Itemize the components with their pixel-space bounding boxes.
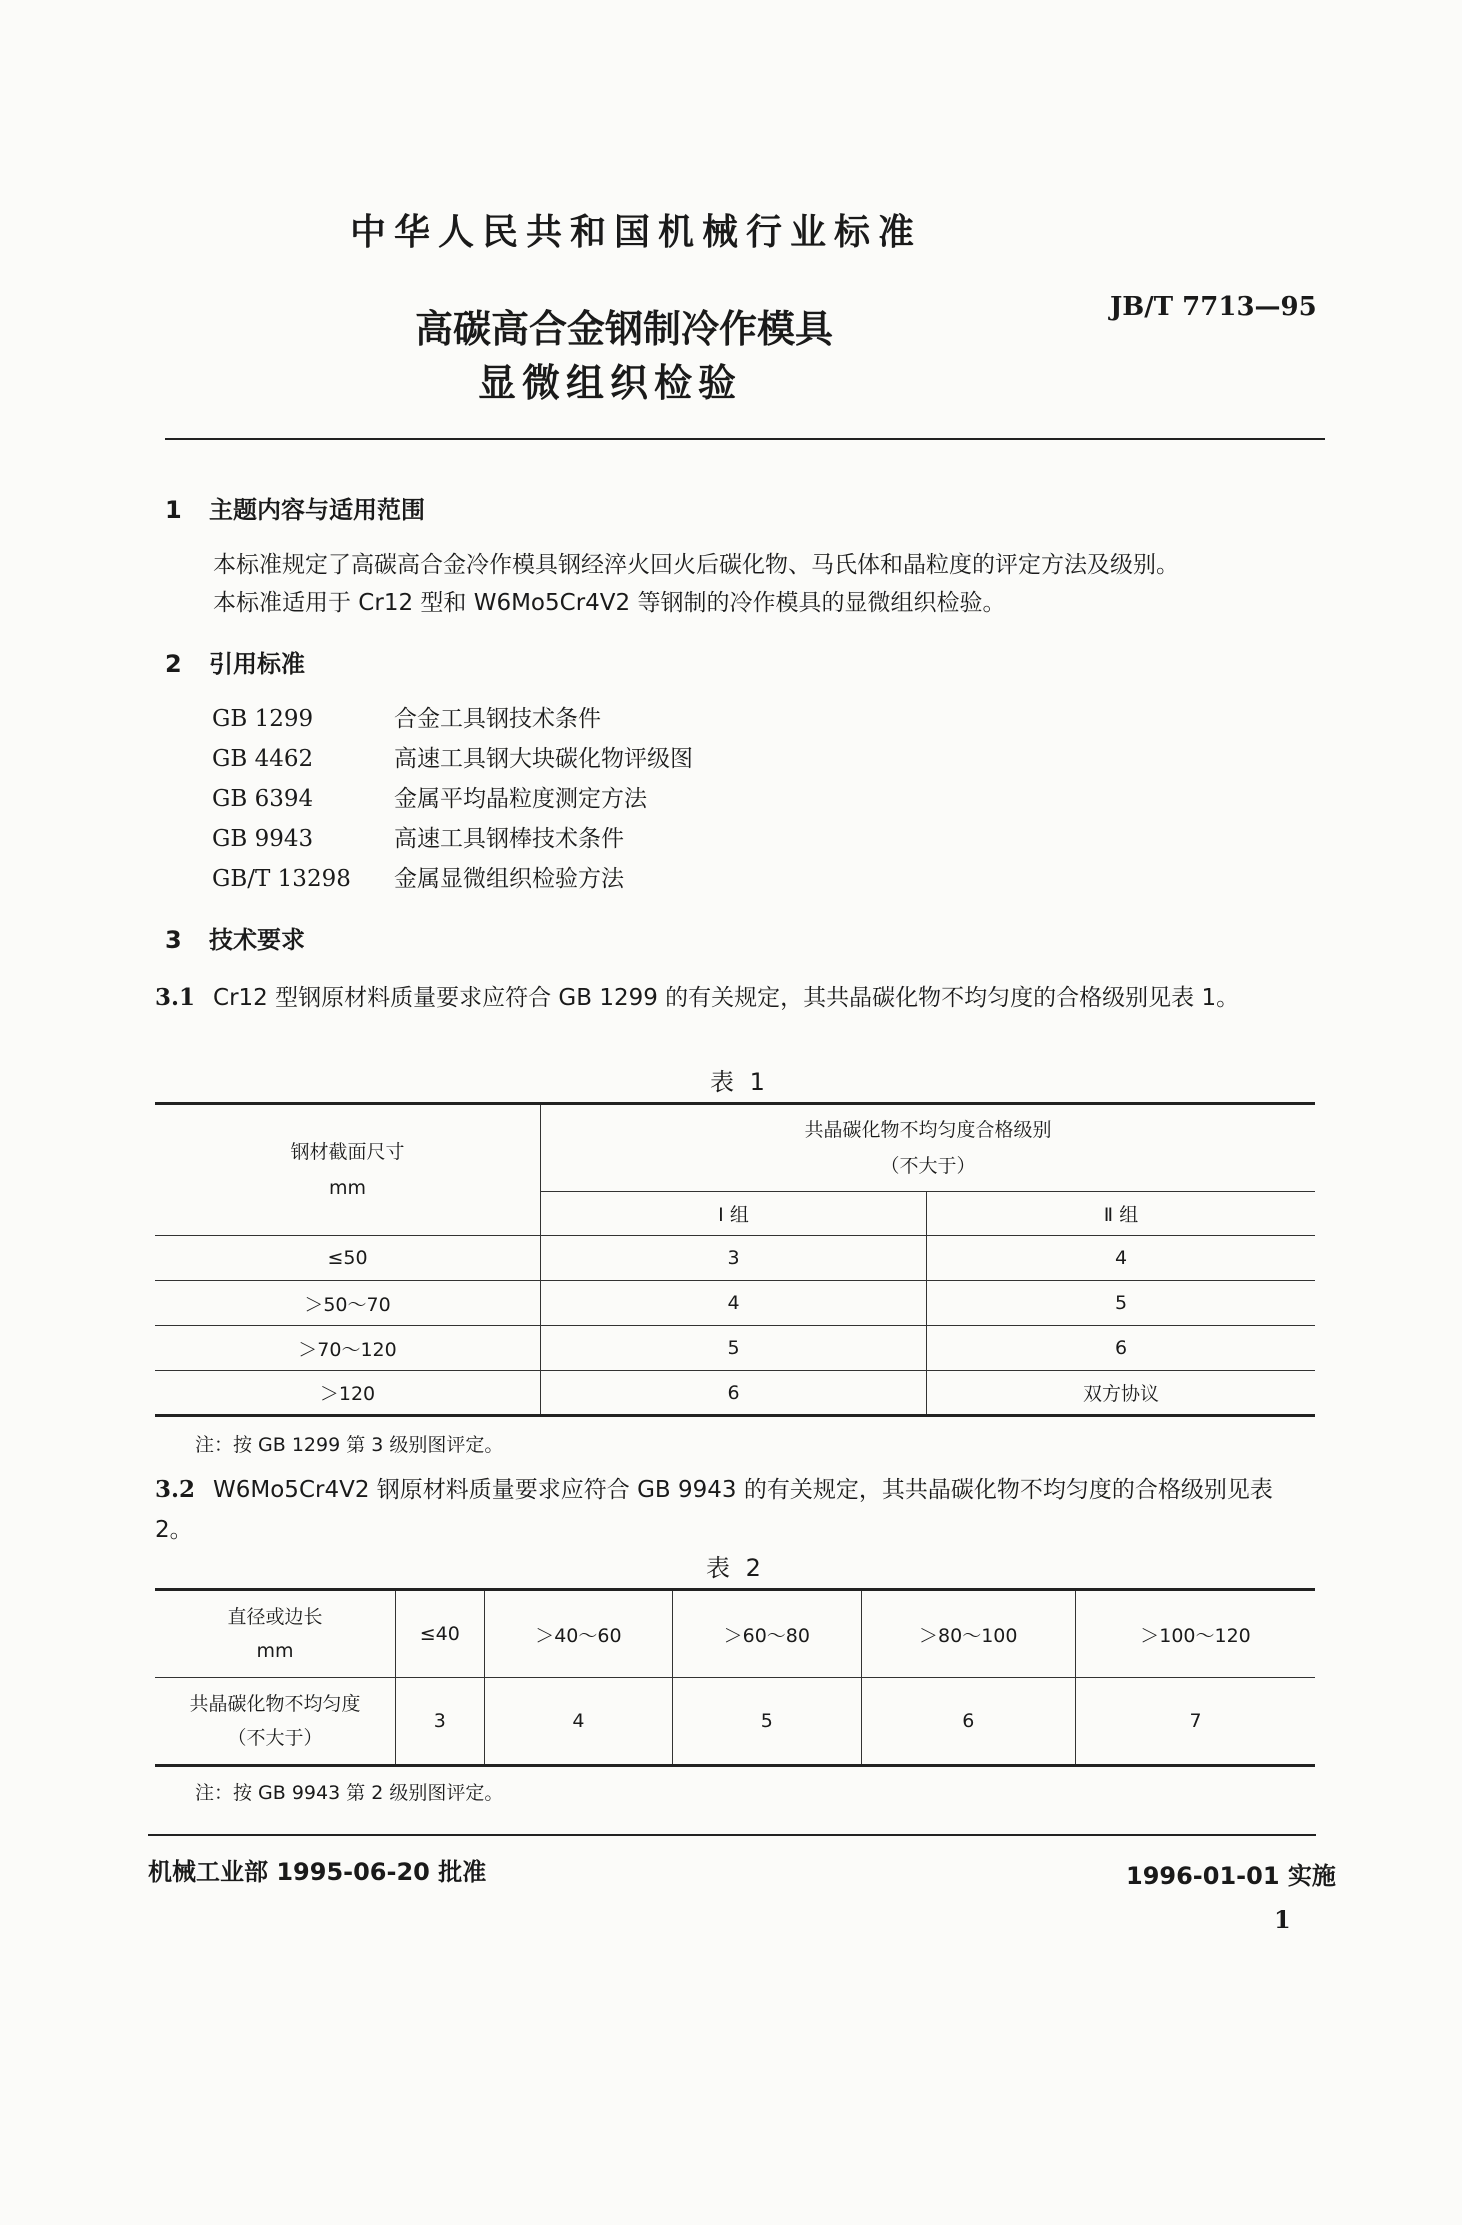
t2-size-cell: ＞60～80 <box>673 1590 861 1678</box>
ref-title: 高速工具钢大块碳化物评级图 <box>394 746 693 772</box>
t1-g1-cell: 3 <box>541 1236 927 1281</box>
t1-g1-cell: 6 <box>541 1371 927 1416</box>
t2-grade-cell: 3 <box>396 1678 485 1766</box>
ref-item <box>212 700 601 733</box>
clause-3-1: 3.1 Cr12 型钢原材料质量要求应符合 GB 1299 的有关规定，其共晶碳化物不均匀度的合格级别见表 1。 <box>155 984 1240 1011</box>
t2-size-cell: ≤40 <box>396 1590 485 1678</box>
ref-title: 合金工具钢技术条件 <box>394 706 601 732</box>
page-number: 1 <box>1274 1905 1291 1934</box>
clause-3-2: 3.2 W6Mo5Cr4V2 钢原材料质量要求应符合 GB 9943 的有关规定，其共晶碳化物不均匀度的合格级别见表 2。 <box>155 1476 1273 1543</box>
section-1-heading: 1 主题内容与适用范围 <box>165 496 425 524</box>
t1-g2-cell: 5 <box>927 1281 1316 1326</box>
doc-title-line2: 显微组织检验 <box>478 361 743 405</box>
footer-rule <box>148 1834 1316 1836</box>
table-2-caption: 表 2 <box>706 1554 765 1582</box>
table-row <box>155 1326 1315 1371</box>
section-1-para-1: 本标准规定了高碳高合金冷作模具钢经淬火回火后碳化物、马氏体和晶粒度的评定方法及级别。 <box>213 552 1179 578</box>
ref-item <box>212 860 624 893</box>
table-2 <box>155 1588 1315 1767</box>
table-row <box>155 1281 1315 1326</box>
ref-code: GB 9943 <box>212 826 314 852</box>
t1-size-cell: ≤50 <box>155 1236 541 1281</box>
t2-grade-cell: 5 <box>673 1678 861 1766</box>
t2-grade-cell: 6 <box>861 1678 1076 1766</box>
t1-sub-header-1: Ⅰ 组 <box>541 1192 927 1236</box>
t2-grade-cell: 7 <box>1189 1710 1202 1732</box>
t1-size-cell: ＞50～70 <box>155 1281 541 1326</box>
section-3-heading: 3 技术要求 <box>165 926 305 954</box>
t1-g1-cell: 4 <box>541 1281 927 1326</box>
section-1-para-2: 本标准适用于 Cr12 型和 W6Mo5Cr4V2 等钢制的冷作模具的显微组织检验。 <box>213 590 1006 616</box>
ref-code: GB 6394 <box>212 786 314 812</box>
ref-item <box>212 780 647 813</box>
ref-title: 金属显微组织检验方法 <box>394 866 624 892</box>
header-rule <box>165 438 1325 440</box>
effective-date: 1996-01-01 实施 <box>1126 1862 1336 1890</box>
t2-size-cell: ＞40～60 <box>484 1590 672 1678</box>
ref-code: GB 1299 <box>212 706 314 732</box>
ref-code: GB/T 13298 <box>212 866 351 892</box>
ref-title: 高速工具钢棒技术条件 <box>394 826 624 852</box>
table-1 <box>155 1102 1315 1417</box>
standard-number: JB/T 7713—95 <box>1110 292 1317 322</box>
ref-item <box>212 820 624 853</box>
t2-size-cell: ＞80～100 <box>861 1590 1076 1678</box>
ref-title: 金属平均晶粒度测定方法 <box>394 786 647 812</box>
t1-col1-header: 钢材截面尺寸 mm <box>155 1104 541 1236</box>
t2-row1-header: 直径或边长 mm <box>155 1590 396 1678</box>
ref-item <box>212 740 693 773</box>
table-1-caption: 表 1 <box>710 1068 769 1096</box>
t1-size-cell: ＞70～120 <box>155 1326 541 1371</box>
doc-title-line1: 高碳高合金钢制冷作模具 <box>415 307 834 351</box>
t1-group-header: 共晶碳化物不均匀度合格级别 （不大于） <box>541 1104 1316 1192</box>
ref-code: GB 4462 <box>212 746 314 772</box>
issuing-authority: 中华人民共和国机械行业标准 <box>350 212 923 253</box>
t1-sub-header-2: Ⅱ 组 <box>927 1192 1316 1236</box>
t1-g2-cell: 4 <box>927 1236 1316 1281</box>
table-row <box>155 1371 1315 1416</box>
t1-g1-cell: 5 <box>541 1326 927 1371</box>
t1-size-cell: ＞120 <box>155 1371 541 1416</box>
t1-g2-cell: 双方协议 <box>927 1371 1316 1416</box>
t2-row2-header: 共晶碳化物不均匀度 （不大于） <box>155 1678 396 1766</box>
t1-g2-cell: 6 <box>927 1326 1316 1371</box>
table-1-note: 注：按 GB 1299 第 3 级别图评定。 <box>195 1434 504 1456</box>
section-2-heading: 2 引用标准 <box>165 650 305 678</box>
approval-line: 机械工业部 1995-06-20 批准 <box>148 1858 487 1886</box>
table-2-note: 注：按 GB 9943 第 2 级别图评定。 <box>195 1782 504 1804</box>
table-row <box>155 1236 1315 1281</box>
t2-grade-cell: 4 <box>484 1678 672 1766</box>
t2-size-cell: ＞100～120 <box>1076 1590 1316 1678</box>
